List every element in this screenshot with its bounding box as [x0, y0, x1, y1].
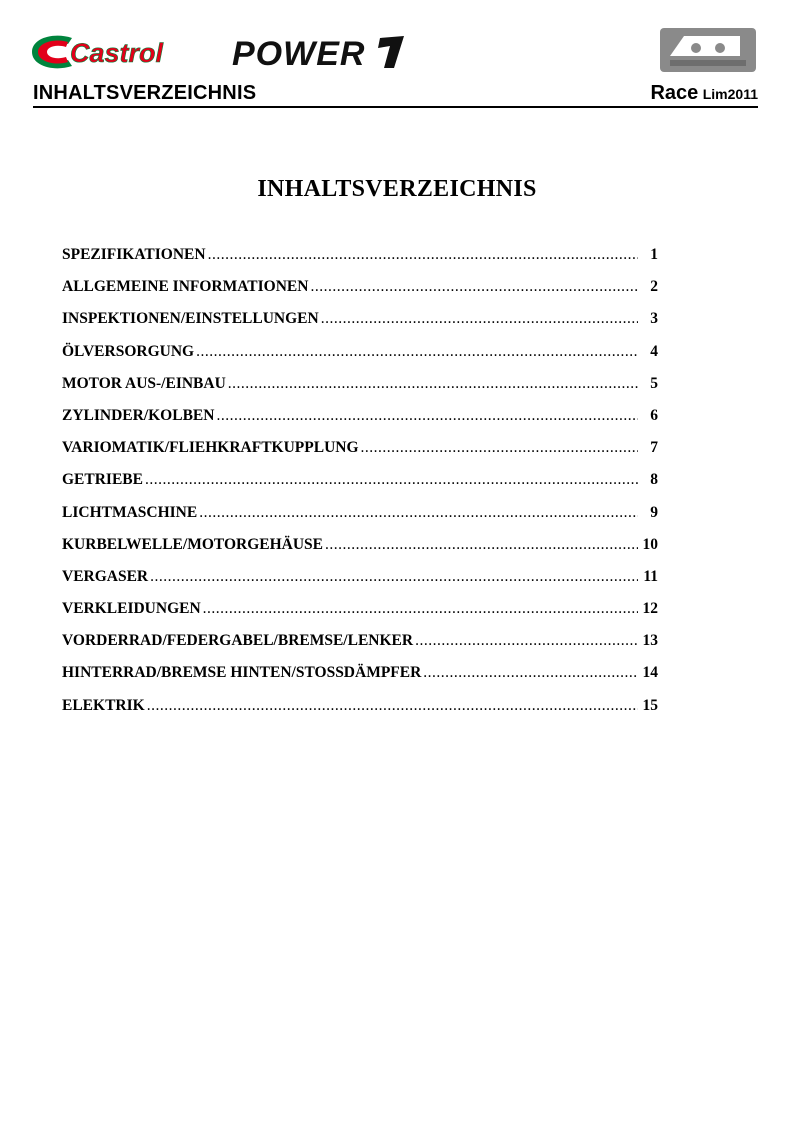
toc-entry-page: 7	[650, 439, 658, 457]
toc-entry[interactable]	[62, 278, 658, 310]
toc-entry-title: GETRIEBE	[62, 471, 143, 489]
toc-leader-dots	[228, 375, 638, 393]
toc-entry-page: 4	[650, 342, 658, 360]
toc-entry-page: 8	[650, 471, 658, 489]
running-header	[33, 80, 758, 108]
toc-entry-page: 5	[650, 374, 658, 392]
toc-entry[interactable]	[62, 375, 658, 407]
toc-entry[interactable]	[62, 246, 658, 278]
toc-leader-dots	[325, 536, 638, 554]
toc-entry[interactable]	[62, 343, 658, 375]
toc-entry-title: ÖLVERSORGUNG	[62, 342, 195, 360]
toc-entry-page: 1	[650, 246, 658, 263]
toc-entry-page: 9	[650, 503, 658, 521]
toc-entry[interactable]	[62, 568, 658, 600]
toc-entry[interactable]	[62, 632, 658, 664]
toc-entry[interactable]	[62, 697, 658, 729]
toc-leader-dots	[150, 568, 638, 586]
table-of-contents	[62, 246, 658, 729]
header-race: Race	[650, 82, 699, 104]
toc-entry-title: ALLGEMEINE INFORMATIONEN	[62, 278, 309, 296]
toc-leader-dots	[423, 664, 638, 682]
toc-entry[interactable]	[62, 471, 658, 503]
toc-entry-title: VORDERRAD/FEDERGABEL/BREMSE/LENKER	[62, 632, 414, 650]
svg-text:Castrol: Castrol	[70, 38, 164, 68]
toc-entry-title: LICHTMASCHINE	[62, 503, 198, 521]
header-model	[650, 82, 758, 105]
toc-entry-title: ZYLINDER/KOLBEN	[62, 406, 215, 424]
toc-entry[interactable]	[62, 664, 658, 696]
toc-entry-title: VERKLEIDUNGEN	[62, 600, 201, 618]
page-title: INHALTSVERZEICHNIS	[257, 176, 537, 202]
toc-entry[interactable]	[62, 600, 658, 632]
toc-entry[interactable]	[62, 310, 658, 342]
toc-entry-title: VARIOMATIK/FLIEHKRAFTKUPPLUNG	[62, 439, 359, 457]
svg-text:POWER: POWER	[232, 35, 366, 72]
toc-leader-dots	[147, 697, 638, 715]
toc-entry-title: HINTERRAD/BREMSE HINTEN/STOSSDÄMPFER	[62, 664, 422, 682]
toc-entry-page: 15	[642, 696, 658, 714]
toc-entry-title: SPEZIFIKATIONEN	[62, 246, 206, 263]
header-model-year: Lim2011	[702, 86, 758, 102]
toc-entry-page: 10	[642, 535, 658, 553]
toc-leader-dots	[199, 504, 638, 522]
toc-leader-dots	[208, 246, 638, 264]
atu-logo	[660, 28, 756, 72]
toc-entry[interactable]	[62, 407, 658, 439]
toc-leader-dots	[310, 278, 638, 296]
logo-row	[28, 28, 758, 78]
toc-entry-title: VERGASER	[62, 567, 149, 585]
toc-entry-page: 12	[642, 600, 658, 618]
toc-entry[interactable]	[62, 536, 658, 568]
toc-leader-dots	[216, 407, 638, 425]
toc-leader-dots	[203, 600, 638, 618]
toc-entry-page: 11	[643, 567, 658, 585]
toc-entry-title: ELEKTRIK	[62, 696, 145, 714]
toc-entry-title: KURBELWELLE/MOTORGEHÄUSE	[62, 535, 323, 553]
toc-entry-page: 14	[642, 664, 658, 682]
toc-entry-title: INSPEKTIONEN/EINSTELLUNGEN	[62, 310, 319, 328]
toc-entry[interactable]	[62, 504, 658, 536]
castrol-logo	[28, 30, 188, 74]
toc-entry-page: 3	[650, 310, 658, 328]
toc-leader-dots	[415, 632, 638, 650]
toc-entry-page: 13	[642, 632, 658, 650]
toc-leader-dots	[361, 439, 638, 457]
toc-leader-dots	[145, 471, 638, 489]
header-title: INHALTSVERZEICHNIS	[33, 82, 257, 104]
toc-leader-dots	[321, 310, 638, 328]
power1-logo	[230, 32, 420, 72]
toc-leader-dots	[196, 343, 638, 361]
toc-entry[interactable]	[62, 439, 658, 471]
toc-entry-title: MOTOR AUS-/EINBAU	[62, 374, 226, 392]
toc-entry-page: 6	[650, 406, 658, 424]
toc-entry-page: 2	[650, 278, 658, 296]
